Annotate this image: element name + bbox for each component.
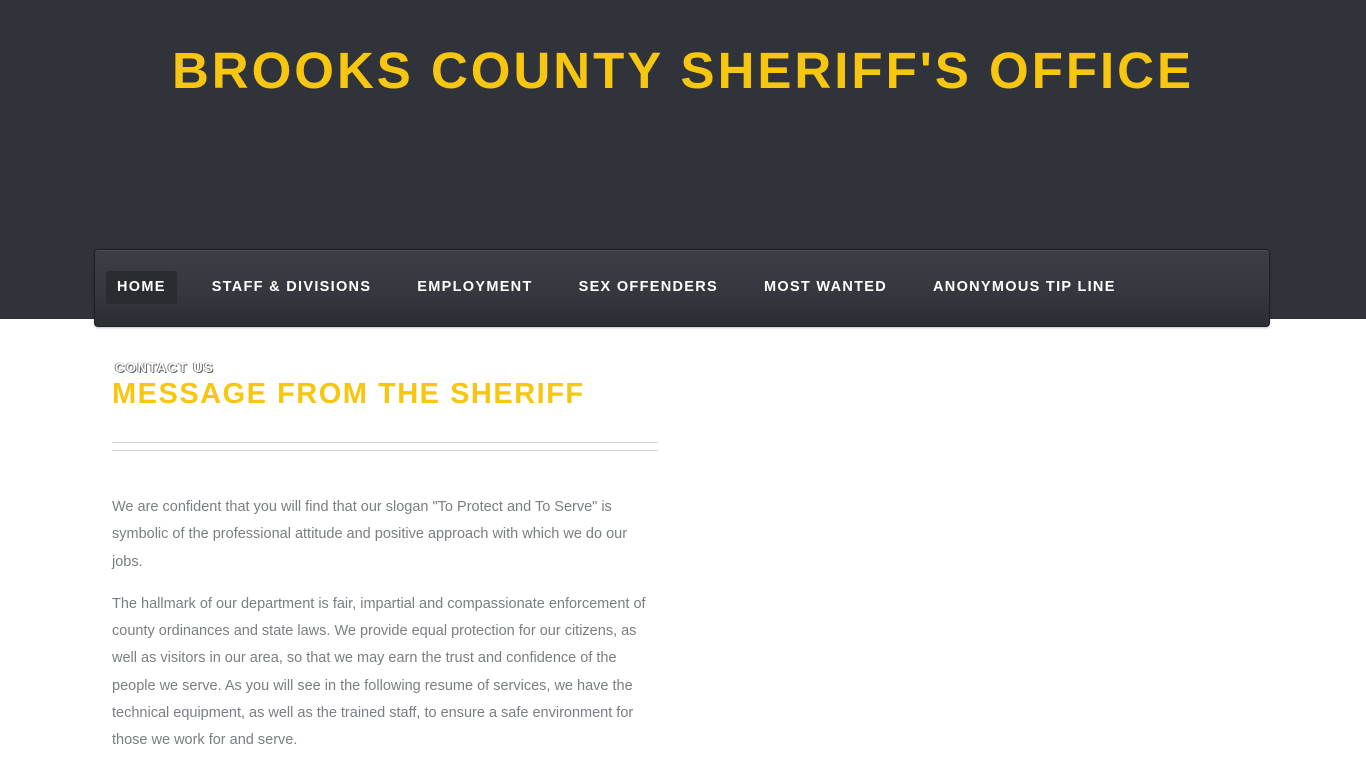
site-title[interactable]: BROOKS COUNTY SHERIFF'S OFFICE (171, 42, 1195, 99)
nav-item-home[interactable]: HOME (106, 271, 177, 304)
nav-item-employment[interactable]: EMPLOYMENT (417, 279, 533, 295)
heading-divider-bottom (112, 450, 658, 451)
nav-item-most-wanted[interactable]: MOST WANTED (763, 279, 888, 295)
page-title: MESSAGE FROM THE SHERIFF (112, 378, 585, 410)
nav-item-staff-divisions[interactable]: STAFF & DIVISIONS (211, 279, 372, 295)
nav-item-contact-us[interactable]: CONTACT US (115, 360, 215, 375)
main-navbar (94, 249, 1270, 327)
content-paragraph: We are confident that you will find that our slogan "To Protect and To Serve" is symbolic of the professional attitude and positive approach with which we do our jobs. (112, 499, 628, 570)
content-paragraph: The hallmark of our department is fair, impartial and compassionate enforcement of county ordinances and state laws. We provide equal protection for our citizens, as well as visitors in our area, so that we may earn the trust and confidence of the people we serve. As you will see in the following resume of services, we have the technical equipment, as well as the trained staff, to ensure a safe environment for those we work for and serve. (112, 595, 646, 749)
heading-divider-top (112, 442, 658, 443)
main-content (112, 494, 658, 770)
nav-item-sex-offenders[interactable]: SEX OFFENDERS (578, 279, 718, 295)
site-header (0, 0, 1366, 319)
nav-list (106, 271, 1151, 304)
nav-item-anonymous-tip-line[interactable]: ANONYMOUS TIP LINE (933, 279, 1116, 295)
